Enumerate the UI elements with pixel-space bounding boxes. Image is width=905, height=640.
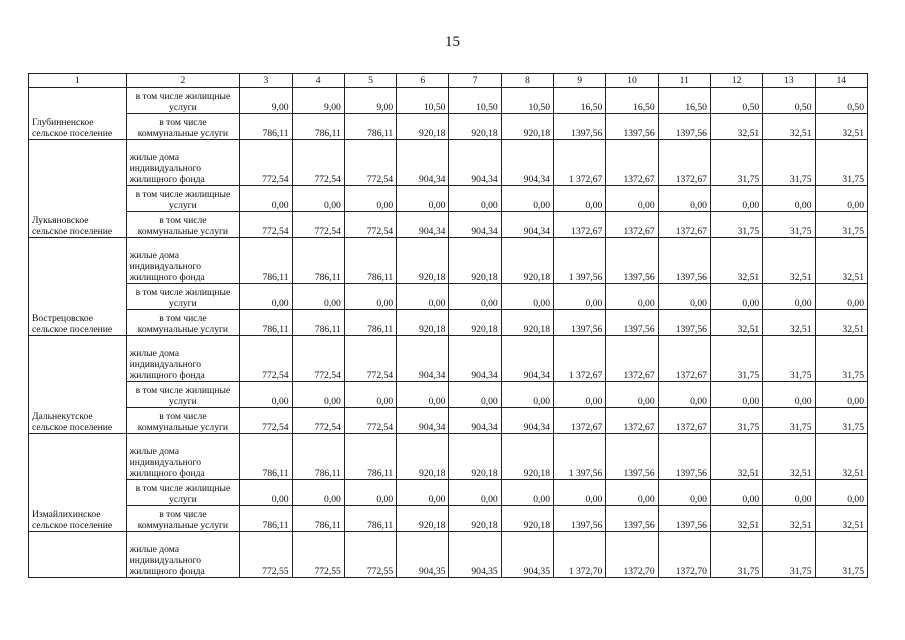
tariff-value: 0,00: [815, 480, 867, 506]
tariff-value: 0,00: [240, 186, 292, 212]
tariff-value: 1372,67: [554, 408, 606, 434]
tariff-value: 32,51: [815, 506, 867, 532]
column-header: 6: [397, 74, 449, 88]
tariff-value: 1397,56: [658, 434, 710, 480]
column-header: 8: [501, 74, 553, 88]
settlement-name: Дальнекутское сельское поселение: [29, 336, 127, 434]
tariff-value: 904,34: [397, 336, 449, 382]
tariff-value: 0,00: [397, 480, 449, 506]
tariff-value: 786,11: [292, 310, 344, 336]
category-label: в том числе коммунальные услуги: [126, 506, 240, 532]
tariff-value: 1397,56: [554, 114, 606, 140]
category-label: в том числе жилищные услуги: [126, 284, 240, 310]
tariff-value: 0,00: [763, 186, 815, 212]
tariff-value: 772,54: [344, 140, 396, 186]
tariff-value: 920,18: [397, 506, 449, 532]
tariff-value: 1397,56: [606, 506, 658, 532]
tariff-value: 10,50: [501, 88, 553, 114]
tariff-value: 1397,56: [606, 310, 658, 336]
tariff-value: 31,75: [815, 408, 867, 434]
table-header: [29, 74, 868, 88]
tariff-value: 9,00: [292, 88, 344, 114]
tariff-value: 920,18: [501, 114, 553, 140]
tariff-value: 0,00: [554, 284, 606, 310]
tariff-value: 0,00: [554, 186, 606, 212]
tariff-value: 904,35: [501, 532, 553, 578]
settlement-name: Вострецовское сельское поселение: [29, 238, 127, 336]
tariff-value: 786,11: [344, 506, 396, 532]
table-row: [29, 408, 868, 434]
tariff-value: 16,50: [554, 88, 606, 114]
tariff-value: 16,50: [606, 88, 658, 114]
tariff-value: 31,75: [710, 408, 762, 434]
tariff-value: 786,11: [292, 506, 344, 532]
tariff-value: 920,18: [501, 434, 553, 480]
tariff-value: 920,18: [449, 114, 501, 140]
tariff-table: [28, 73, 868, 578]
tariff-value: 31,75: [710, 336, 762, 382]
tariff-value: 0,00: [606, 284, 658, 310]
tariff-value: 786,11: [292, 114, 344, 140]
tariff-value: 32,51: [710, 114, 762, 140]
page-number: 15: [445, 34, 460, 50]
tariff-value: 0,50: [763, 88, 815, 114]
tariff-value: 32,51: [815, 434, 867, 480]
tariff-value: 0,00: [397, 382, 449, 408]
tariff-value: 786,11: [240, 506, 292, 532]
tariff-value: 32,51: [763, 238, 815, 284]
tariff-value: 1397,56: [658, 506, 710, 532]
tariff-value: 0,00: [240, 480, 292, 506]
category-label: жилые дома индивидуального жилищного фонда: [126, 532, 240, 578]
tariff-value: 31,75: [763, 336, 815, 382]
category-label: в том числе коммунальные услуги: [126, 310, 240, 336]
tariff-value: 0,00: [344, 480, 396, 506]
tariff-value: 786,11: [344, 310, 396, 336]
table-row: [29, 212, 868, 238]
column-header: 9: [554, 74, 606, 88]
tariff-value: 0,00: [397, 186, 449, 212]
tariff-value: 0,00: [501, 480, 553, 506]
tariff-value: 786,11: [292, 434, 344, 480]
tariff-value: 1372,67: [658, 140, 710, 186]
table-row: [29, 532, 868, 578]
column-header: 4: [292, 74, 344, 88]
tariff-value: 0,00: [292, 480, 344, 506]
tariff-value: 0,00: [292, 382, 344, 408]
table-row: [29, 114, 868, 140]
category-label: жилые дома индивидуального жилищного фонда: [126, 336, 240, 382]
tariff-value: 1372,70: [658, 532, 710, 578]
tariff-value: 904,34: [501, 212, 553, 238]
tariff-value: 772,54: [292, 212, 344, 238]
tariff-value: 786,11: [344, 238, 396, 284]
column-header: 1: [29, 74, 127, 88]
category-label: в том числе жилищные услуги: [126, 480, 240, 506]
tariff-value: 0,00: [658, 186, 710, 212]
tariff-value: 0,00: [554, 382, 606, 408]
tariff-value: 0,00: [710, 480, 762, 506]
tariff-value: 0,00: [501, 284, 553, 310]
tariff-value: 0,00: [815, 186, 867, 212]
column-header: 3: [240, 74, 292, 88]
table-row: [29, 336, 868, 382]
tariff-value: 772,54: [292, 408, 344, 434]
tariff-value: 0,00: [449, 382, 501, 408]
tariff-value: 904,34: [449, 408, 501, 434]
tariff-value: 1397,56: [554, 310, 606, 336]
category-label: в том числе коммунальные услуги: [126, 114, 240, 140]
tariff-value: 786,11: [292, 238, 344, 284]
category-label: в том числе жилищные услуги: [126, 88, 240, 114]
column-header: 5: [344, 74, 396, 88]
tariff-value: 31,75: [710, 532, 762, 578]
tariff-value: 0,00: [815, 382, 867, 408]
tariff-value: 772,54: [240, 336, 292, 382]
tariff-value: 32,51: [763, 310, 815, 336]
tariff-value: 904,35: [397, 532, 449, 578]
tariff-value: 0,00: [658, 382, 710, 408]
tariff-value: 0,00: [658, 284, 710, 310]
tariff-value: 904,34: [397, 212, 449, 238]
tariff-value: 1372,67: [606, 336, 658, 382]
tariff-value: 1372,67: [658, 336, 710, 382]
category-label: в том числе коммунальные услуги: [126, 212, 240, 238]
tariff-value: 32,51: [763, 434, 815, 480]
tariff-value: 772,54: [292, 140, 344, 186]
table-row: [29, 238, 868, 284]
tariff-value: 31,75: [710, 140, 762, 186]
tariff-value: 904,34: [501, 140, 553, 186]
tariff-value: 786,11: [344, 114, 396, 140]
tariff-value: 920,18: [501, 310, 553, 336]
tariff-value: 0,00: [606, 382, 658, 408]
tariff-value: 32,51: [815, 114, 867, 140]
tariff-value: 772,54: [344, 408, 396, 434]
tariff-value: 920,18: [501, 506, 553, 532]
tariff-value: 920,18: [397, 434, 449, 480]
tariff-value: 0,00: [763, 382, 815, 408]
tariff-value: 32,51: [710, 238, 762, 284]
tariff-value: 0,00: [606, 480, 658, 506]
tariff-value: 0,00: [344, 186, 396, 212]
tariff-value: 31,75: [815, 532, 867, 578]
category-label: в том числе коммунальные услуги: [126, 408, 240, 434]
tariff-value: 32,51: [815, 238, 867, 284]
tariff-value: 0,00: [606, 186, 658, 212]
tariff-value: 920,18: [449, 238, 501, 284]
tariff-value: 0,00: [763, 480, 815, 506]
tariff-value: 772,54: [344, 336, 396, 382]
tariff-value: 32,51: [815, 310, 867, 336]
tariff-value: 786,11: [240, 238, 292, 284]
tariff-value: 772,55: [240, 532, 292, 578]
table-row: [29, 310, 868, 336]
tariff-value: 31,75: [710, 212, 762, 238]
table-row: [29, 88, 868, 114]
tariff-value: 0,00: [397, 284, 449, 310]
tariff-value: 786,11: [240, 434, 292, 480]
tariff-value: 31,75: [763, 140, 815, 186]
settlement-name: Лукьяновское сельское поселение: [29, 140, 127, 238]
tariff-value: 904,34: [449, 140, 501, 186]
column-header: 12: [710, 74, 762, 88]
tariff-value: 920,18: [449, 310, 501, 336]
tariff-value: 32,51: [763, 114, 815, 140]
tariff-value: 904,34: [449, 336, 501, 382]
tariff-value: 1397,56: [554, 506, 606, 532]
tariff-value: 32,51: [710, 506, 762, 532]
tariff-value: 772,55: [292, 532, 344, 578]
tariff-value: 772,54: [240, 408, 292, 434]
category-label: в том числе жилищные услуги: [126, 186, 240, 212]
table-row: [29, 186, 868, 212]
table-row: [29, 480, 868, 506]
tariff-value: 1 372,67: [554, 140, 606, 186]
column-header: 7: [449, 74, 501, 88]
tariff-value: 32,51: [710, 310, 762, 336]
tariff-value: 1 397,56: [554, 238, 606, 284]
tariff-value: 1372,67: [554, 212, 606, 238]
tariff-value: 904,34: [501, 408, 553, 434]
tariff-value: 1372,67: [606, 408, 658, 434]
tariff-value: 1397,56: [658, 114, 710, 140]
table-body: [29, 88, 868, 578]
tariff-value: 904,34: [397, 408, 449, 434]
table-row: [29, 434, 868, 480]
tariff-value: 0,00: [449, 480, 501, 506]
tariff-value: 1372,67: [606, 212, 658, 238]
settlement-name: Глубинненское сельское поселение: [29, 88, 127, 140]
tariff-value: 920,18: [449, 506, 501, 532]
settlement-name: [29, 532, 127, 578]
tariff-value: 0,00: [292, 284, 344, 310]
header-row: [29, 74, 868, 88]
tariff-value: 1372,67: [658, 212, 710, 238]
tariff-value: 0,00: [449, 186, 501, 212]
category-label: жилые дома индивидуального жилищного фонда: [126, 434, 240, 480]
tariff-value: 1397,56: [606, 114, 658, 140]
tariff-value: 10,50: [397, 88, 449, 114]
tariff-value: 1372,70: [606, 532, 658, 578]
tariff-value: 0,00: [501, 382, 553, 408]
tariff-value: 1372,67: [606, 140, 658, 186]
tariff-value: 0,00: [501, 186, 553, 212]
column-header: 2: [126, 74, 240, 88]
tariff-value: 31,75: [763, 212, 815, 238]
tariff-value: 0,00: [344, 382, 396, 408]
tariff-value: 786,11: [240, 114, 292, 140]
tariff-value: 0,00: [554, 480, 606, 506]
tariff-value: 1372,67: [658, 408, 710, 434]
tariff-value: 0,00: [658, 480, 710, 506]
tariff-value: 0,00: [344, 284, 396, 310]
tariff-value: 772,54: [240, 140, 292, 186]
tariff-value: 1 372,67: [554, 336, 606, 382]
tariff-value: 1397,56: [658, 238, 710, 284]
column-header: 14: [815, 74, 867, 88]
tariff-value: 1397,56: [658, 310, 710, 336]
table-row: [29, 506, 868, 532]
column-header: 10: [606, 74, 658, 88]
tariff-value: 920,18: [501, 238, 553, 284]
tariff-value: 786,11: [240, 310, 292, 336]
tariff-value: 786,11: [344, 434, 396, 480]
tariff-value: 32,51: [710, 434, 762, 480]
tariff-value: 31,75: [763, 408, 815, 434]
tariff-value: 0,00: [763, 284, 815, 310]
tariff-value: 31,75: [815, 336, 867, 382]
tariff-value: 904,34: [449, 212, 501, 238]
column-header: 11: [658, 74, 710, 88]
tariff-value: 0,00: [710, 382, 762, 408]
tariff-value: 772,54: [292, 336, 344, 382]
tariff-value: 1 397,56: [554, 434, 606, 480]
tariff-value: 920,18: [397, 310, 449, 336]
tariff-value: 0,00: [240, 382, 292, 408]
tariff-value: 16,50: [658, 88, 710, 114]
tariff-value: 31,75: [815, 212, 867, 238]
tariff-value: 772,54: [344, 212, 396, 238]
tariff-value: 0,50: [815, 88, 867, 114]
category-label: жилые дома индивидуального жилищного фонда: [126, 140, 240, 186]
column-header: 13: [763, 74, 815, 88]
tariff-value: 772,54: [240, 212, 292, 238]
tariff-value: 0,50: [710, 88, 762, 114]
tariff-value: 0,00: [449, 284, 501, 310]
tariff-value: 772,55: [344, 532, 396, 578]
tariff-value: 9,00: [344, 88, 396, 114]
settlement-name: Измайлихинское сельское поселение: [29, 434, 127, 532]
tariff-value: 0,00: [240, 284, 292, 310]
tariff-value: 0,00: [710, 186, 762, 212]
tariff-value: 904,34: [501, 336, 553, 382]
tariff-value: 10,50: [449, 88, 501, 114]
tariff-value: 1 372,70: [554, 532, 606, 578]
tariff-value: 1397,56: [606, 434, 658, 480]
table-row: [29, 382, 868, 408]
tariff-value: 9,00: [240, 88, 292, 114]
category-label: в том числе жилищные услуги: [126, 382, 240, 408]
tariff-value: 904,35: [449, 532, 501, 578]
tariff-value: 920,18: [397, 114, 449, 140]
tariff-value: 32,51: [763, 506, 815, 532]
tariff-value: 31,75: [815, 140, 867, 186]
tariff-value: 904,34: [397, 140, 449, 186]
tariff-value: 1397,56: [606, 238, 658, 284]
tariff-value: 0,00: [292, 186, 344, 212]
tariff-value: 31,75: [763, 532, 815, 578]
tariff-value: 0,00: [815, 284, 867, 310]
table-row: [29, 284, 868, 310]
tariff-value: 920,18: [449, 434, 501, 480]
tariff-value: 920,18: [397, 238, 449, 284]
category-label: жилые дома индивидуального жилищного фонда: [126, 238, 240, 284]
tariff-value: 0,00: [710, 284, 762, 310]
table-row: [29, 140, 868, 186]
